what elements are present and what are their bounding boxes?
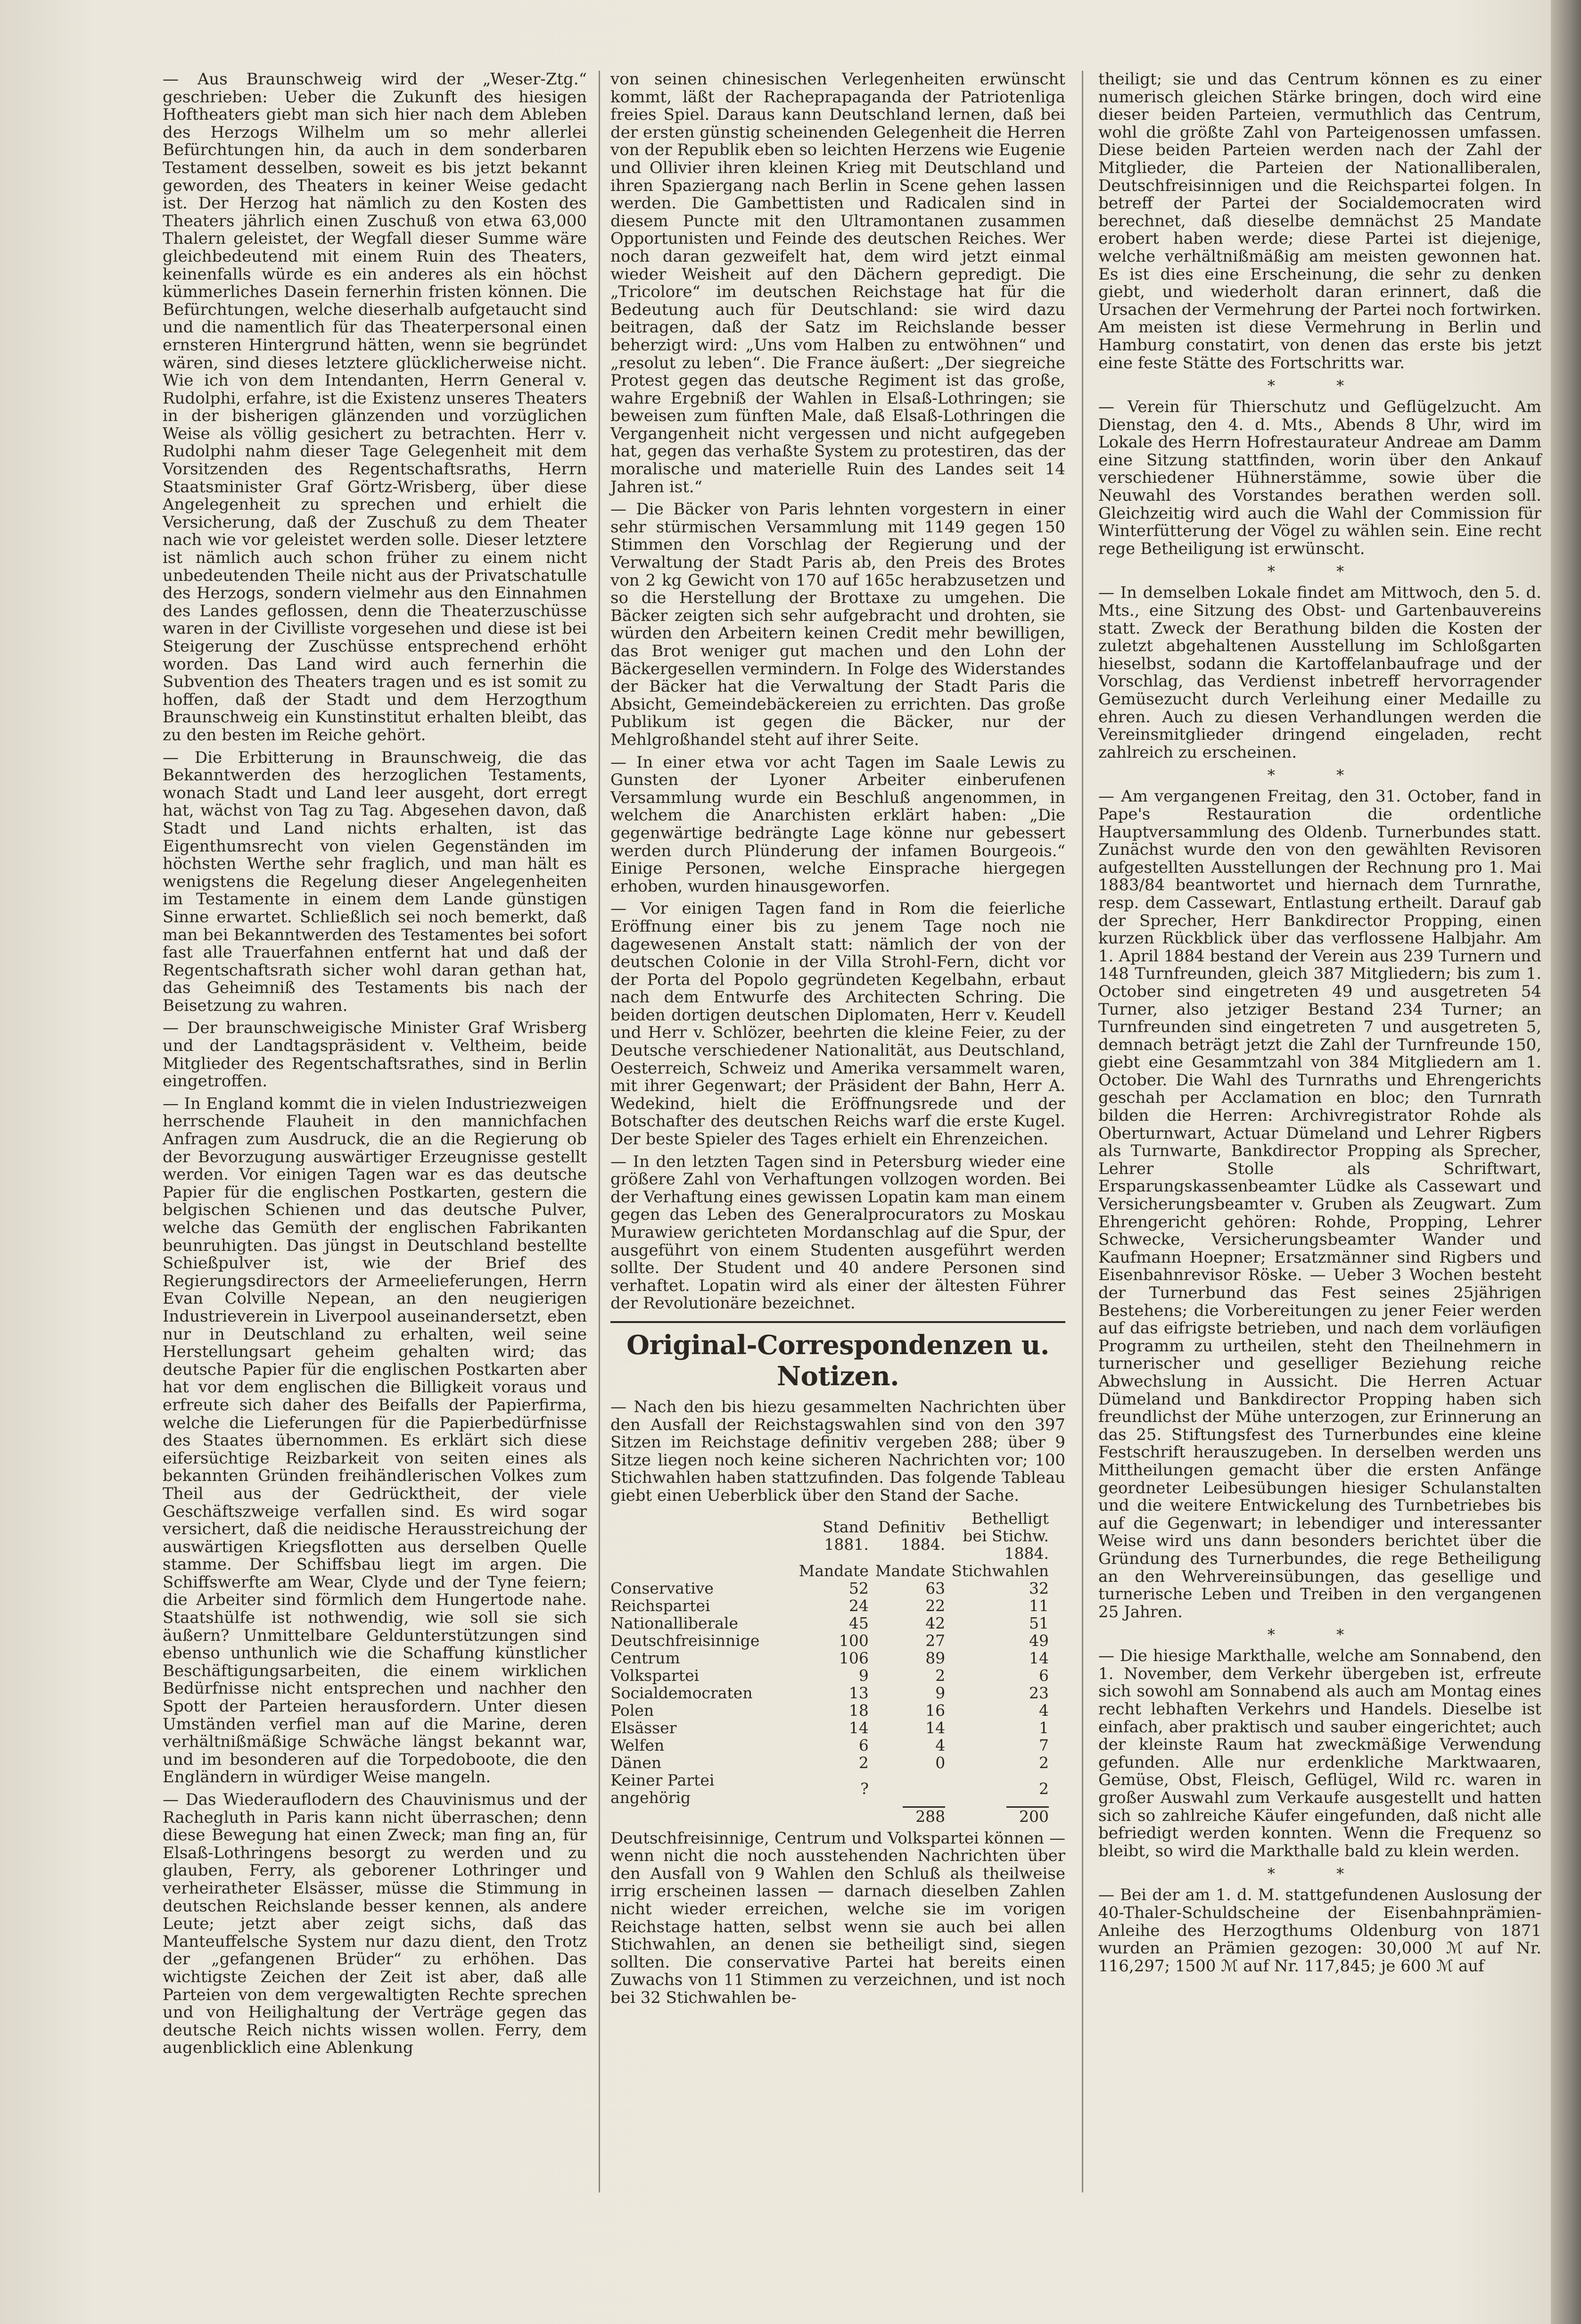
section-divider	[610, 1321, 1065, 1323]
table-cell: 51	[1029, 1613, 1049, 1632]
table-header: Bethelligt bei Stichw. 1884.	[963, 1509, 1049, 1563]
table-cell: 9	[858, 1666, 869, 1685]
table-subheader: Stichwahlen	[951, 1561, 1049, 1580]
column-1	[163, 71, 587, 2062]
table-cell: 100	[839, 1631, 869, 1650]
article-paris-continued: von seinen chinesischen Verlegenheiten erwünscht kommt, läßt der Racheprapaganda der Patriotenliga freies Spiel. Daraus kann Deutschland lernen, daß bei der ersten günstig scheinenden Gelegenheit die Herren von der Republik eben so leichten Herzens wie Eugenie und Ollivier ihren kleinen Krieg mit Deutschland und ihren Spaziergang nach Berlin in Scene gehen lassen werden. Die Gambettisten und Radicalen sind in diesem Puncte mit den Ultramontanen zusammen Opportunisten und Feinde des deutschen Reiches. Wer noch daran gezweifelt hat, dem wird jetzt einmal wieder Weisheit auf den Dächern gepredigt. Die „Tricolore“ im deutschen Reichstage hat für die Bedeutung auch für Deutschland: sie wird dazu beitragen, daß der Satz im Reichslande besser beherzigt wird: „Uns vom Halben zu entwöhnen“ und „resolut zu leben“. Die France äußert: „Der siegreiche Protest gegen das deutsche Regiment ist das große, wahre Ergebniß der Wahlen in Elsaß-Lothringen; sie beweisen zum fünften Male, daß Elsaß-Lothringen die Vergangenheit nicht vergessen und nicht aufgegeben hat, gegen das verhaßte System zu protestiren, das der moralische und materielle Ruin des Landes seit 14 Jahren ist.“	[610, 70, 1065, 496]
table-cell: 1	[1039, 1718, 1049, 1737]
article-wahlen-auswertung: Deutschfreisinnige, Centrum und Volkspartei können — wenn nicht die noch ausstehenden Nachrichten über den Ausfall von 9 Wahlen den Schluß als theilweise irrig erscheinen lassen — darnach dieselben Zahlen nicht wieder erreichen, welche sie im vorigen Reichstage hatten, selbst wenn sie auch bei allen Stichwahlen, an denen sie betheiligt sind, siegen sollten. Die conservative Partei hat bereits einen Zuwachs von 11 Stimmen zu verzeichnen, und ist noch bei 32 Stichwahlen be-	[610, 1828, 1065, 2007]
table-cell: 2	[935, 1666, 946, 1685]
table-cell: 89	[925, 1648, 946, 1667]
table-cell: 7	[1039, 1736, 1049, 1754]
table-row	[610, 1771, 1054, 1806]
table-row	[610, 1632, 1054, 1649]
table-cell: 45	[848, 1613, 869, 1632]
table-cell: 18	[848, 1701, 869, 1720]
table-cell: 14	[1029, 1648, 1049, 1667]
table-row	[610, 1649, 1054, 1667]
table-row	[610, 1737, 1054, 1754]
party-name: Volkspartei	[610, 1666, 700, 1685]
table-row	[610, 1614, 1054, 1632]
table-total-cell	[797, 1806, 873, 1825]
article-obst-gartenbau: — In demselben Lokale findet am Mittwoch, den 5. d. Mts., eine Sitzung des Obst- und Gartenbauvereins statt. Zweck der Berathung bilden die Kosten der zuletzt abgehaltenen Ausstellung im Schloßgarten hieselbst, sodann die Kartoffelanbaufrage und der Vorschlag, das Verdienst inbetreff hervorragender Gemüsezucht durch Verleihung einer Medaille zu ehren. Auch zu diesen Verhandlungen werden die Vereinsmitglieder dringend eingeladen, recht zahlreich zu erscheinen.	[1098, 583, 1541, 762]
party-name: Elsässer	[610, 1718, 677, 1737]
separator-stars: * *	[1267, 1865, 1373, 1883]
party-name: Centrum	[610, 1648, 680, 1667]
party-name: Reichspartei	[610, 1596, 710, 1615]
table-row	[610, 1667, 1054, 1684]
table-cell	[873, 1771, 950, 1806]
table-cell: 42	[925, 1613, 946, 1632]
table-cell: 22	[925, 1596, 946, 1615]
table-cell: 0	[935, 1753, 946, 1772]
table-cell: 2	[1039, 1779, 1049, 1798]
table-subheader: Mandate	[875, 1561, 946, 1580]
table-total-value: 200	[1006, 1806, 1049, 1825]
party-name: Deutschfreisinnige	[610, 1631, 760, 1650]
table-cell: 13	[848, 1683, 869, 1702]
table-cell: 4	[935, 1736, 946, 1754]
separator-stars: * *	[1267, 1626, 1373, 1644]
separator-stars: * *	[1267, 562, 1373, 581]
table-row	[610, 1719, 1054, 1737]
separator-stars: * *	[1267, 766, 1373, 785]
table-cell: 63	[925, 1579, 946, 1597]
table-cell: 24	[848, 1596, 869, 1615]
table-header: Definitiv 1884.	[878, 1518, 946, 1554]
table-total-row	[610, 1806, 1054, 1825]
table-cell: 11	[1029, 1596, 1049, 1615]
column-rule	[599, 71, 600, 2192]
table-cell: 2	[1039, 1753, 1049, 1772]
article-minister: — Der braunschweigische Minister Graf Wrisberg und der Landtagspräsident v. Veltheim, beide Mitglieder des Regentschaftsrathes, sind in Berlin eingetroffen.	[163, 1018, 587, 1091]
table-total-cell	[950, 1806, 1054, 1825]
table-row	[610, 1684, 1054, 1702]
table-row	[610, 1580, 1054, 1597]
article-rom: — Vor einigen Tagen fand in Rom die feierliche Eröffnung einer bis zu jenem Tage noch nie dagewesenen Anstalt statt: nämlich der von der deutschen Colonie in der Villa Strohl-Fern, dicht vor der Porta del Popolo gegründeten Kegelbahn, erbaut nach dem Entwurfe des Architecten Schring. Die beiden dortigen deutschen Diplomaten, Herr v. Keudell und Herr v. Schlözer, beehrten die kleine Feier, zu der Deutsche verschiedener Nationalität, aus Deutschland, Oesterreich, Schweiz und Amerika versammelt waren, mit ihrer Gegenwart; der Präsident der Bahn, Herr A. Wedekind, hielt die Eröffnungsrede und der Botschafter des deutschen Reichs warf die erste Kugel. Der beste Spieler des Tages erhielt ein Ehrenzeichen.	[610, 899, 1065, 1149]
article-england: — In England kommt die in vielen Industriezweigen herrschende Flauheit in den mannichfachen Anfragen zum Ausdruck, die an die Regierung ob der Bevorzugung auswärtiger Erzeugnisse gestellt werden. Vor einigen Tagen war es das deutsche Papier für die englischen Postkarten, gestern die belgischen Schienen und das deutsche Pulver, welche das Gemüth der englischen Fabrikanten beunruhigten. Das jüngst in Deutschland bestellte Schießpulver ist, wie der Brief des Regierungsdirectors der Armeelieferungen, Herrn Evan Colville Nepean, an den neugierigen Industrieverein in Liverpool auseinandersetzt, eben nur in Deutschland zu erhalten, weil seine Herstellungsart geheim gehalten wird; das deutsche Papier für die englischen Postkarten aber hat vor dem englischen die Billigkeit voraus und erfreute sich daher des Beifalls der Papierfirma, welche die Lieferungen für die Papierbedürfnisse des Staates übernommen. Es erklärt sich diese eifersüchtige Reizbarkeit von seiten eines als bekannten Gründen freihändlerischen Volkes zum Theil aus der Gedrücktheit, der viele Geschäftszweige verfallen sind. Es wird sogar versichert, daß die neidische Herausstreichung der auswärtigen Kriegsflotten aus derselben Quelle stamme. Der Schiffsbau liegt im argen. Die Schiffswerfte am Wear, Clyde und der Tyne feiern; die Arbeiter sind förmlich dem Hungertode nahe. Staatshülfe ist nothwendig, wie soll sie sich äußern? Unmittelbare Geldunterstützungen sind ebenso unthunlich wie die Schaffung künstlicher Beschäftigungsarbeiten, die einem wirklichen Bedürfnisse nicht entsprechen und nachher den Spott der Parteien herausfordern. Unter diesen Umständen verfiel man auf die Marine, deren verhältnißmäßige Schwäche längst bekannt war, und im besonderen auf die Torpedoboote, die den Engländern in würdiger Weise mangeln.	[163, 1094, 587, 1787]
table-cell: 6	[858, 1736, 869, 1754]
section-heading: Original-Correspondenzen u. Notizen.	[626, 1329, 1049, 1392]
party-name: Polen	[610, 1701, 654, 1720]
party-name: Keiner Partei angehörig	[610, 1770, 715, 1807]
separator-stars: * *	[1267, 377, 1373, 395]
table-cell: ?	[860, 1779, 869, 1798]
table-cell: 106	[839, 1648, 869, 1667]
column-2	[610, 71, 1065, 2011]
table-cell: 32	[1029, 1579, 1049, 1597]
article-turnerbund: — Am vergangenen Freitag, den 31. October, fand in Pape's Restauration die ordentliche Hauptversammlung des Oldenb. Turnerbundes statt. Zunächst wurde den von den gewählten Revisoren aufgestellten Ausstellungen der Rechnung pro 1. Mai 1883/84 beantwortet und hiernach dem Turnrathe, resp. dem Cassewart, Entlastung ertheilt. Darauf gab der Sprecher, Herr Bankdirector Propping, einen kurzen Rückblick über das verflossene Halbjahr. Am 1. April 1884 bestand der Verein aus 239 Turnern und 148 Turnfreunden, gleich 387 Mitgliedern; bis zum 1. October sind eingetreten 49 und ausgetreten 54 Turner, also jetziger Bestand 234 Turner; an Turnfreunden sind eingetreten 7 und ausgetreten 5, demnach beträgt jetzt die Zahl der Turnfreunde 150, giebt eine Gesammtzahl von 384 Mitgliedern am 1. October. Die Wahl des Turnraths und Ehrengerichts geschah per Acclamation en bloc; den Turnrath bilden die Herren: Archivregistrator Rohde als Oberturnwart, Actuar Dümeland und Lehrer Rigbers als Turnwarte, Bankdirector Propping als Sprecher, Lehrer Stolle als Schriftwart, Ersparungskassenbeamter Lüdke als Cassewart und Versicherungsbeamter v. Gruben als Zeugwart. Zum Ehrengericht gehören: Rohde, Propping, Lehrer Schwecke, Versicherungsbeamter Wander und Kaufmann Hoepner; Ersatzmänner sind Rigbers und Eisenbahnrevisor Röske. — Ueber 3 Wochen besteht der Turnerbund das Fest seines 25jährigen Bestehens; die Vorbereitungen zu jener Feier werden auf das eifrigste betrieben, und nach dem vorläufigen Programm zu urtheilen, steht den Theilnehmern in turnerischer und geselliger Beziehung reiche Abwechslung in Aussicht. Die Herren Actuar Dümeland und Bankdirector Propping haben sich freundlichst der Mühe unterzogen, zur Erinnerung an das 25. Stiftungsfest des Turnerbundes eine kleine Festschrift herauszugeben. In derselben werden uns Mittheilungen gemacht über die ersten Anfänge geordneter Leibesübungen hiesiger Schulanstalten und die weitere Entwickelung des Turnbetriebes bis auf die Gegenwart; in lebendiger und interessanter Weise wird uns dann besonders berichtet über die Gründung des Turnerbundes, die rege Betheiligung an den Wehrvereinsübungen, das gesellige und turnerische Leben und Treiben in den vergangenen 25 Jahren.	[1098, 787, 1541, 1621]
article-thierschutz: — Verein für Thierschutz und Geflügelzucht. Am Dienstag, den 4. d. Mts., Abends 8 Uhr, wird im Lokale des Herrn Hofrestaurateur Andreae am Damm eine Sitzung stattfinden, worin über den Ankauf verschiedener Hühnerstämme, sowie über die Neuwahl des Vorstandes berathen werden soll. Gleichzeitig wird auch die Wahl der Commission für Winterfütterung der Vögel zu wählen sein. Eine recht rege Betheiligung ist erwünscht.	[1098, 397, 1541, 558]
table-header: Stand 1881.	[822, 1518, 869, 1554]
table-row	[610, 1597, 1054, 1614]
table-cell: 23	[1029, 1683, 1049, 1702]
table-cell: 14	[925, 1718, 946, 1737]
table-total-cell	[610, 1806, 797, 1825]
table-cell: 16	[925, 1701, 946, 1720]
article-braunschweig-theater: — Aus Braunschweig wird der „Weser-Ztg.“ geschrieben: Ueber die Zukunft des hiesigen Hoftheaters giebt man sich hier nach dem Ableben des Herzogs Wilhelm um so mehr allerlei Befürchtungen hin, da auch in dem sonderbaren Testament desselben, soweit es bis jetzt bekannt geworden, des Theaters in keiner Weise gedacht ist. Der Herzog hat nämlich zu den Kosten des Theaters jährlich einen Zuschuß von etwa 63,000 Thalern geleistet, der Wegfall dieser Summe wäre gleichbedeutend mit einem Ruin des Theaters, keinenfalls würde es ein anderes als ein höchst kümmerliches Dasein fernerhin fristen können. Die Befürchtungen, welche dieserhalb aufgetaucht sind und die namentlich für das Theaterpersonal einen ernsteren Hintergrund hätten, wenn sie begründet wären, sind dieses letztere glücklicherweise nicht. Wie ich von dem Intendanten, Herrn General v. Rudolphi, erfahre, ist die Existenz unseres Theaters in der bisherigen glänzenden und vorzüglichen Weise als völlig gesichert zu betrachten. Herr v. Rudolphi nahm dieser Tage Gelegenheit mit dem Vorsitzenden des Regentschaftsraths, Herrn Staatsminister Graf Görtz-Wrisberg, über diese Angelegenheit zu sprechen und erhielt die Versicherung, daß der Zuschuß zu dem Theater nach wie vor geleistet werden solle. Dieser letztere ist nämlich auch schon früher zu einem nicht unbedeutenden Theile nicht aus der Privatschatulle des Herzogs, sondern vielmehr aus den Einnahmen des Landes geflossen, denn die Theaterzuschüsse waren in der Civilliste vorgesehen und diese ist bei Steigerung der Zuschüsse entsprechend erhöht worden. Das Land wird auch fernerhin die Subvention des Theaters tragen und es ist somit zu hoffen, daß der Stadt und dem Herzogthum Braunschweig ein Kunstinstitut erhalten bleibt, das zu den besten im Reiche gehört.	[163, 70, 587, 744]
page-edge	[1551, 0, 1581, 2324]
table-total-cell	[873, 1806, 950, 1825]
party-name: Socialdemocraten	[610, 1683, 753, 1702]
article-auslosung: — Bei der am 1. d. M. stattgefundenen Auslosung der 40-Thaler-Schuldscheine der Eisenbahnprämien-Anleihe des Herzogthums Oldenburg von 1871 wurden an Prämien gezogen: 30,000 ℳ auf Nr. 116,297; 1500 ℳ auf Nr. 117,845; je 600 ℳ auf	[1098, 1886, 1541, 1976]
article-baecker-paris: — Die Bäcker von Paris lehnten vorgestern in einer sehr stürmischen Versammlung mit 1149 gegen 150 Stimmen den Vorschlag der Regierung und der Verwaltung der Stadt Paris ab, den Preis des Brotes von 2 kg Gewicht von 170 auf 165c herabzusetzen und so die Herstellung der Brottaxe zu umgehen. Die Bäcker zeigten sich sehr aufgebracht und drohten, sie würden den Arbeitern keinen Credit mehr bewilligen, das Brot weniger gut machen und den Lohn der Bäckergesellen vermindern. In Folge des Widerstandes der Bäcker hat die Verwaltung der Stadt Paris die Absicht, Gemeindebäckereien zu errichten. Das große Publikum ist gegen die Bäcker, nur der Mehlgroßhandel steht auf ihrer Seite.	[610, 500, 1065, 749]
table-header	[610, 1510, 797, 1562]
article-markthalle: — Die hiesige Markthalle, welche am Sonnabend, den 1. November, dem Verkehr übergeben ist, erfreute sich sowohl am Sonnabend als auch am Montag eines recht lebhaften Verkehrs und Handels. Dieselbe ist einfach, aber praktisch und sauber eingerichtet; auch der kleinste Raum hat zweckmäßige Verwendung gefunden. Alle nur erdenkliche Marktwaaren, Gemüse, Obst, Fleisch, Geflügel, Wild rc. waren in großer Auswahl zum Verkaufe ausgestellt und hatten sich so zahlreiche Käufer eingefunden, daß nicht alle befriedigt werden konnten. Wenn die Frequenz so bleibt, so wird die Markthalle bald zu klein werden.	[1098, 1646, 1541, 1861]
table-row	[610, 1754, 1054, 1771]
article-petersburg: — In den letzten Tagen sind in Petersburg wieder eine größere Zahl von Verhaftungen vollzogen worden. Bei der Verhaftung eines gewissen Lopatin kam man einem gegen das Leben des Generalprocurators zu Moskau Murawiew gerichteten Mordanschlag auf die Spur, der ausgeführt von einem Studenten ausgeführt werden sollte. Der Student und 40 andere Personen sind verhaftet. Lopatin wird als einer der ältesten Führer der Revolutionäre bezeichnet.	[610, 1152, 1065, 1313]
article-parteien: theiligt; sie und das Centrum können es zu einer numerisch gleichen Stärke bringen, doch wird eine dieser beiden Parteien, vermuthlich das Centrum, wohl die größte Zahl von Parteigenossen umfassen. Diese beiden Parteien werden nach der Zahl der Mitglieder, die Parteien der Nationalliberalen, Deutschfreisinnigen und die Reichspartei folgen. In betreff der Partei der Socialdemocraten wird berechnet, daß dieselbe demnächst 25 Mandate erobert haben werde; diese Partei ist diejenige, welche verhältnißmäßig am meisten gewonnen hat. Es ist dies eine Erscheinung, die sehr zu denken giebt, und wiederholt daran erinnert, daß die Ursachen der Vermehrung der Partei noch fortwirken. Am meisten ist diese Vermehrung in Berlin und Hamburg constatirt, von denen das erste bis jetzt eine feste Stätte des Fortschritts war.	[1098, 70, 1541, 372]
table-cell: 6	[1039, 1666, 1049, 1685]
party-name: Welfen	[610, 1736, 665, 1754]
election-table	[610, 1510, 1054, 1825]
column-3	[1098, 71, 1541, 1980]
party-name: Dänen	[610, 1753, 662, 1772]
table-cell: 14	[848, 1718, 869, 1737]
article-lyoner-arbeiter: — In einer etwa vor acht Tagen im Saale Lewis zu Gunsten der Lyoner Arbeiter einberufenen Versammlung wurde ein Beschluß angenommen, in welchem die Anarchisten erklärt haben: „Die gegenwärtige bedrängte Lage könne nur gebessert werden durch Plünderung der infamen Bourgeois.“ Einige Personen, welche Einsprache hiergegen erhoben, wurden hinausgeworfen.	[610, 753, 1065, 896]
table-row	[610, 1702, 1054, 1719]
article-reichstagswahlen: — Nach den bis hiezu gesammelten Nachrichten über den Ausfall der Reichstagswahlen sind von den 397 Sitzen im Reichstage definitiv vergeben 288; über 9 Sitze liegen noch keine sicheren Nachrichten vor; 100 Stichwahlen haben stattzufinden. Das folgende Tableau giebt einen Ueberblick über den Stand der Sache.	[610, 1397, 1065, 1505]
party-name: Conservative	[610, 1579, 714, 1597]
table-total-value: 288	[903, 1806, 945, 1825]
table-cell: 27	[925, 1631, 946, 1650]
table-cell: 2	[858, 1753, 869, 1772]
table-cell: 9	[935, 1683, 946, 1702]
table-cell: 49	[1029, 1631, 1049, 1650]
article-paris-chauvinismus: — Das Wiederauflodern des Chauvinismus und der Rachegluth in Paris kann nicht überraschen; denn diese Bewegung hat einen Zweck; man fing an, für Elsaß-Lothringens besorgt zu werden und zu glauben, Ferry, als geborener Lothringer und verheiratheter Elsässer, müsse die Stimmung in deutschen Reichslande besser kennen, als andere Leute; jetzt aber zeigt sichs, daß das Manteuffelsche System nur dazu dient, den Trotz der „gefangenen Brüder“ zu erhöhen. Das wichtigste Zeichen der Zeit ist aber, daß alle Parteien von dem vergewaltigten Rechte sprechen und von Heilighaltung der Verträge gegen das deutsche Reich nichts wissen wollen. Ferry, dem augenblicklich eine Ablenkung	[163, 1790, 587, 2058]
party-name: Nationalliberale	[610, 1613, 739, 1632]
table-subheader	[610, 1562, 797, 1580]
article-erbitterung: — Die Erbitterung in Braunschweig, die das Bekanntwerden des herzoglichen Testaments, wonach Stadt und Land leer ausgeht, dort erregt hat, wächst von Tag zu Tag. Abgesehen davon, daß Stadt und Land nichts erhalten, ist das Eigenthumsrecht von vielen Gegenständen im höchsten Werthe sehr fraglich, und man hält es wenigstens die Regelung dieser Angelegenheiten im Testamente in einem dem Lande günstigen Sinne erwartet. Schließlich sei noch bemerkt, daß man bei Bekanntwerden des Testamentes bei sofort fast alle Trauerfahnen entfernt hat und daß der Regentschaftsrath sicher wohl daran gethan hat, das Geheimniß des Testaments bis nach der Beisetzung zu wahren.	[163, 748, 587, 1015]
table-subheader: Mandate	[799, 1561, 869, 1580]
table-cell: 4	[1039, 1701, 1049, 1720]
table-cell: 52	[848, 1579, 869, 1597]
column-rule	[1082, 71, 1083, 2192]
